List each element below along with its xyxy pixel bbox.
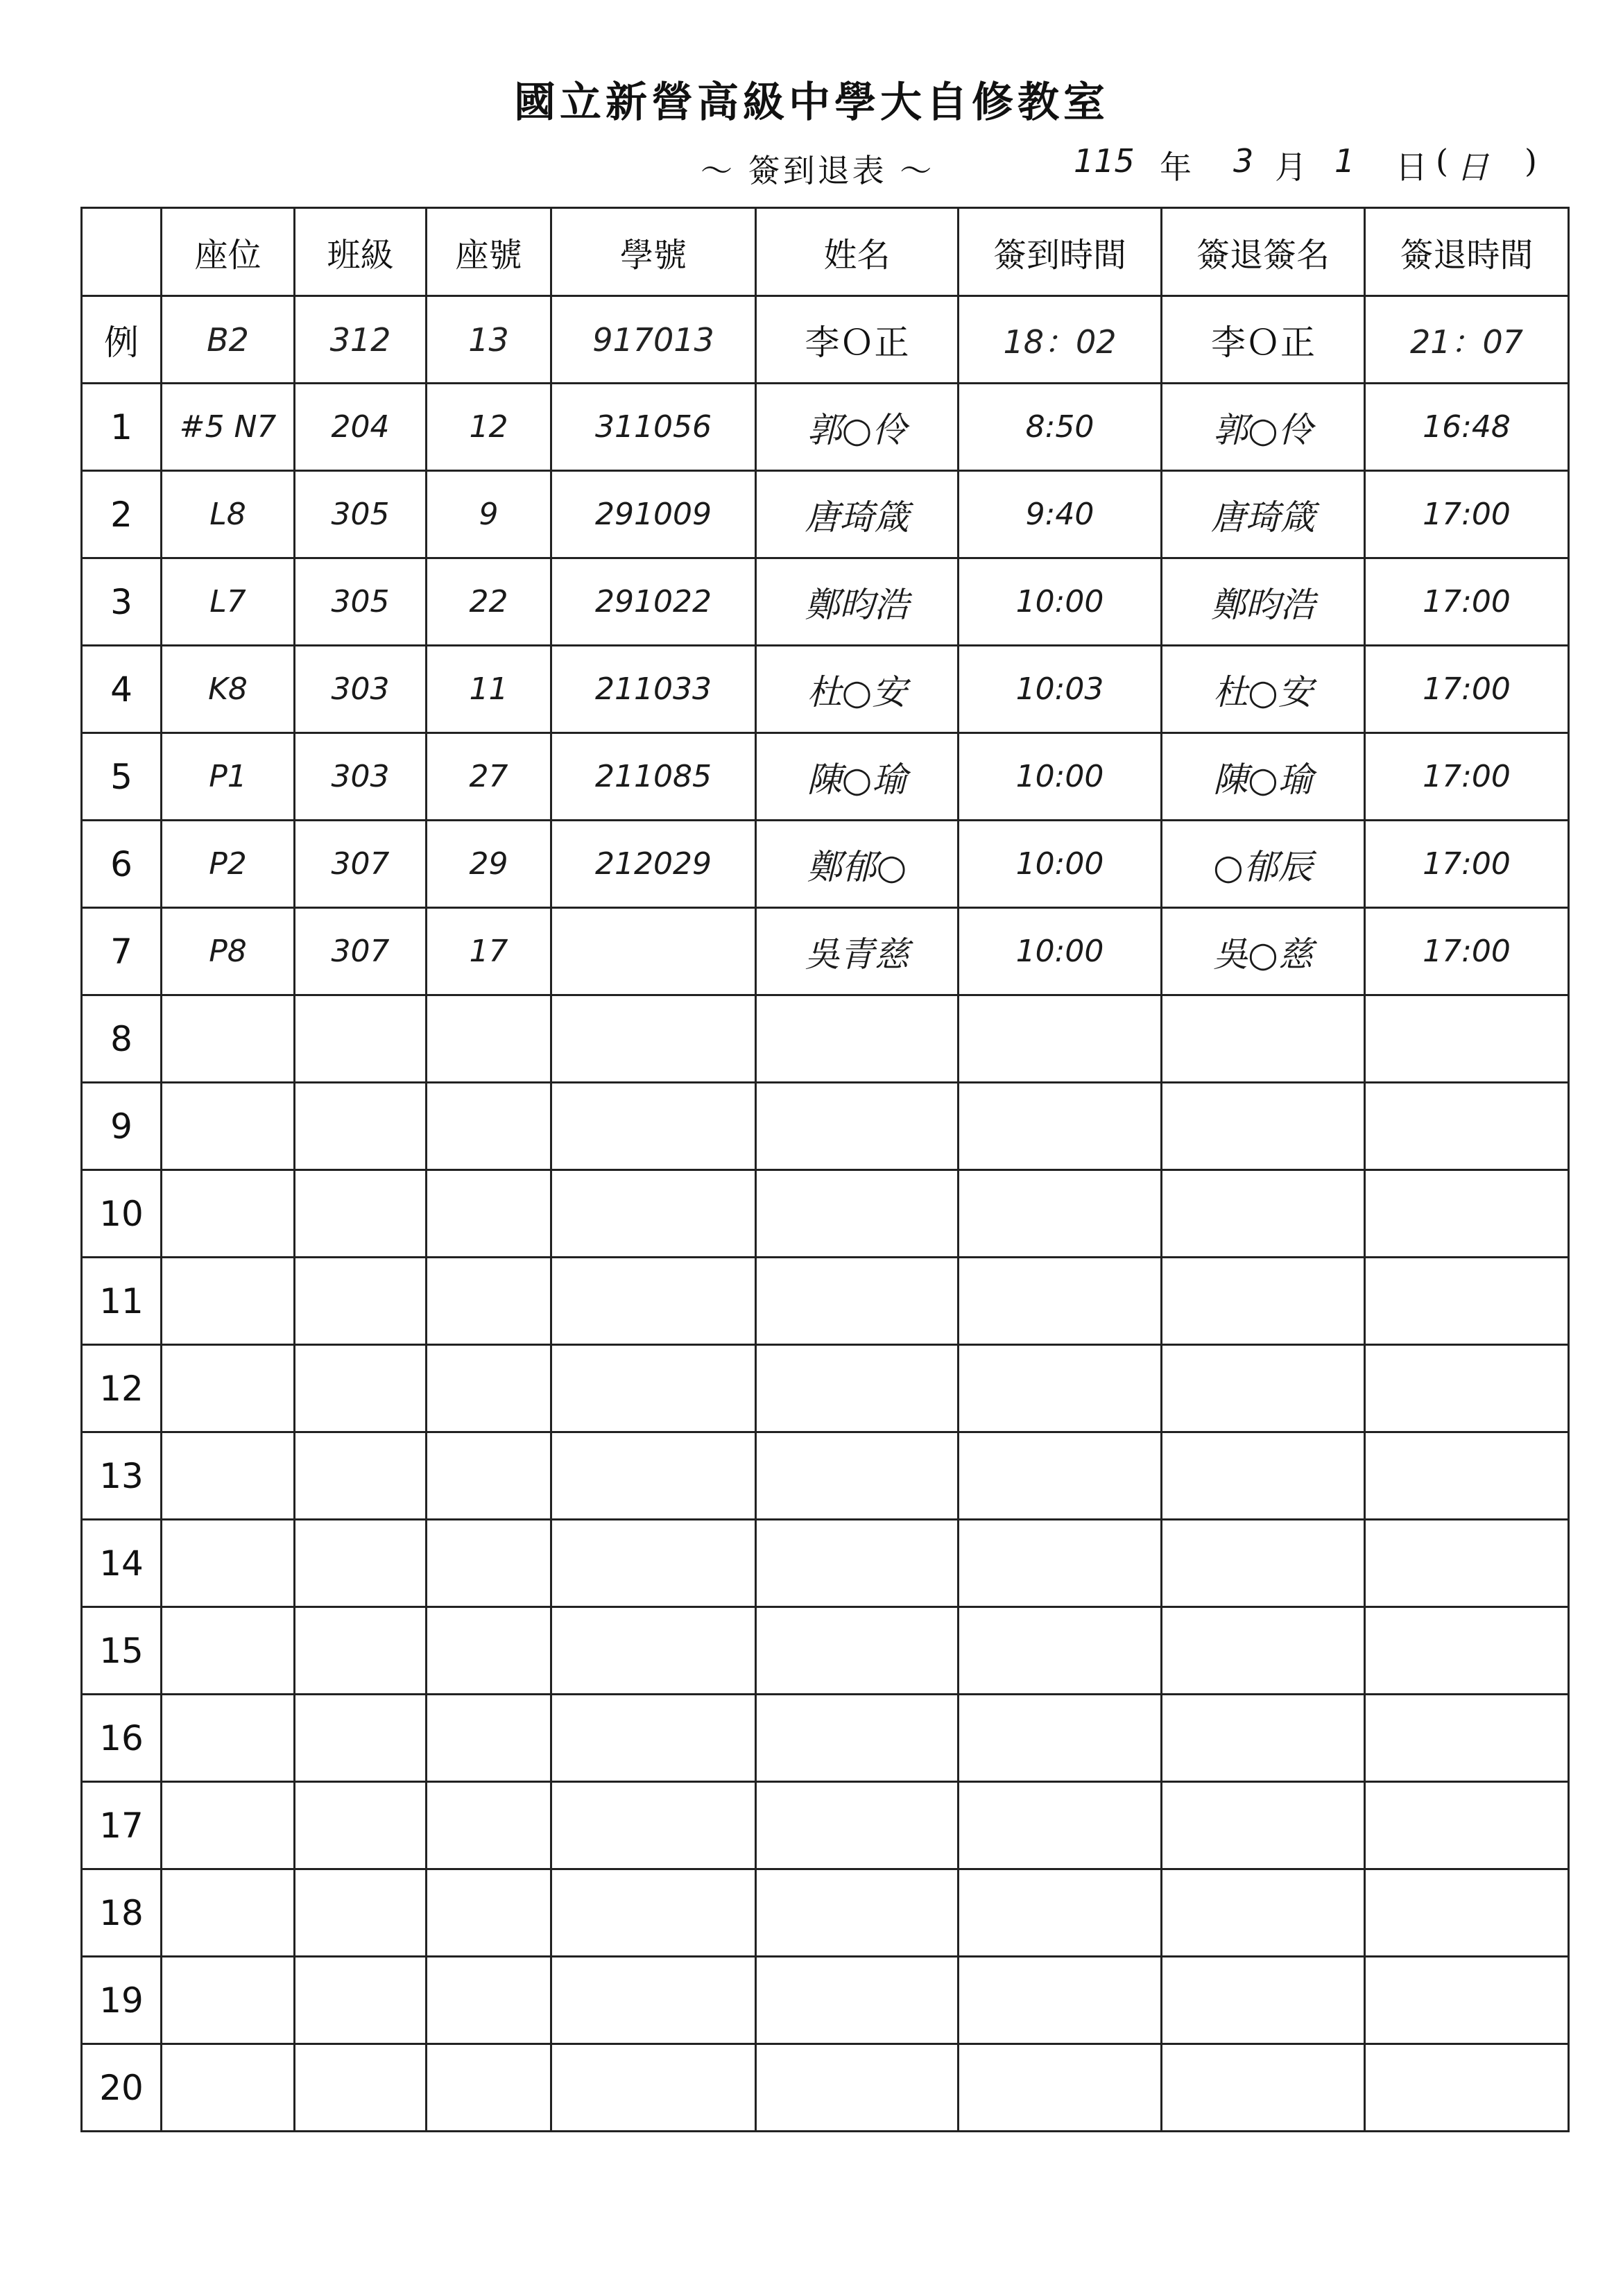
class-cell: 305 [295, 471, 427, 558]
example-out-time: 21：07 [1365, 296, 1569, 384]
out-time-cell [1365, 1869, 1569, 1957]
out-sign-cell [1162, 1345, 1365, 1432]
out-time-cell [1365, 1083, 1569, 1170]
seat-cell: #5 N7 [162, 384, 295, 471]
col-header-in-time: 簽到時間 [959, 208, 1162, 296]
seat-cell [162, 1520, 295, 1607]
out-time-cell: 17:00 [1365, 908, 1569, 995]
example-out-sign: 李Ｏ正 [1162, 296, 1365, 384]
col-header-seat: 座位 [162, 208, 295, 296]
out-time-cell [1365, 2044, 1569, 2132]
table-row [82, 1170, 1569, 1258]
name-cell: 吳青慈 [756, 908, 959, 995]
name-cell [756, 1520, 959, 1607]
table-row [82, 471, 1569, 558]
student-id-cell [551, 1083, 756, 1170]
in-time-cell [959, 1083, 1162, 1170]
name-cell [756, 1695, 959, 1782]
out-sign-cell: 陳○瑜 [1162, 733, 1365, 821]
number-cell [427, 1869, 551, 1957]
seat-cell [162, 1258, 295, 1345]
class-cell [295, 1520, 427, 1607]
in-time-cell [959, 1869, 1162, 1957]
class-cell [295, 1170, 427, 1258]
number-cell [427, 1957, 551, 2044]
out-sign-cell [1162, 1083, 1365, 1170]
student-id-cell [551, 1957, 756, 2044]
in-time-cell [959, 1957, 1162, 2044]
seat-cell: P8 [162, 908, 295, 995]
out-time-cell [1365, 1695, 1569, 1782]
row-index: 19 [82, 1957, 162, 2044]
student-id-cell [551, 1258, 756, 1345]
class-cell: 305 [295, 558, 427, 646]
class-cell [295, 1782, 427, 1869]
number-cell: 9 [427, 471, 551, 558]
seat-cell [162, 1695, 295, 1782]
table-row [82, 1782, 1569, 1869]
seat-cell: K8 [162, 646, 295, 733]
seat-cell: L7 [162, 558, 295, 646]
out-sign-cell [1162, 1258, 1365, 1345]
class-cell: 204 [295, 384, 427, 471]
class-cell: 307 [295, 821, 427, 908]
table-row [82, 1345, 1569, 1432]
table-row [82, 821, 1569, 908]
table-row [82, 1957, 1569, 2044]
out-sign-cell: 鄭昀浩 [1162, 558, 1365, 646]
form-subtitle: ～ 簽到退表 ～ [701, 152, 935, 189]
table-row [82, 908, 1569, 995]
col-header-number: 座號 [427, 208, 551, 296]
name-cell: 杜○安 [756, 646, 959, 733]
student-id-cell [551, 1869, 756, 1957]
name-cell: 陳○瑜 [756, 733, 959, 821]
out-time-cell: 17:00 [1365, 733, 1569, 821]
in-time-cell: 10:00 [959, 558, 1162, 646]
in-time-cell [959, 2044, 1162, 2132]
class-cell [295, 1345, 427, 1432]
class-cell [295, 1258, 427, 1345]
example-seat: B2 [162, 296, 295, 384]
name-cell: 郭○伶 [756, 384, 959, 471]
name-cell [756, 1432, 959, 1520]
table-row [82, 1083, 1569, 1170]
row-index: 13 [82, 1432, 162, 1520]
student-id-cell: 291022 [551, 558, 756, 646]
out-time-cell: 17:00 [1365, 821, 1569, 908]
row-index: 4 [82, 646, 162, 733]
class-cell [295, 1695, 427, 1782]
example-row [82, 296, 1569, 384]
name-cell: 唐琦箴 [756, 471, 959, 558]
table-row [82, 733, 1569, 821]
number-cell: 17 [427, 908, 551, 995]
name-cell [756, 1170, 959, 1258]
seat-cell [162, 995, 295, 1083]
table-row [82, 384, 1569, 471]
row-index: 11 [82, 1258, 162, 1345]
example-number: 13 [427, 296, 551, 384]
out-sign-cell: 杜○安 [1162, 646, 1365, 733]
out-time-cell [1365, 1345, 1569, 1432]
date-weekday: 日 [1457, 148, 1488, 186]
in-time-cell [959, 1782, 1162, 1869]
out-sign-cell: ○郁辰 [1162, 821, 1365, 908]
name-cell [756, 1345, 959, 1432]
number-cell: 29 [427, 821, 551, 908]
number-cell [427, 1083, 551, 1170]
number-cell [427, 1345, 551, 1432]
number-cell [427, 1432, 551, 1520]
row-index: 20 [82, 2044, 162, 2132]
row-index: 8 [82, 995, 162, 1083]
row-index: 17 [82, 1782, 162, 1869]
student-id-cell: 212029 [551, 821, 756, 908]
student-id-cell: 291009 [551, 471, 756, 558]
row-index: 16 [82, 1695, 162, 1782]
in-time-cell [959, 995, 1162, 1083]
row-index: 14 [82, 1520, 162, 1607]
class-cell [295, 2044, 427, 2132]
student-id-cell: 311056 [551, 384, 756, 471]
class-cell: 307 [295, 908, 427, 995]
row-index: 2 [82, 471, 162, 558]
example-name: 李Ｏ正 [756, 296, 959, 384]
in-time-cell: 10:00 [959, 821, 1162, 908]
out-time-cell: 17:00 [1365, 646, 1569, 733]
name-cell [756, 995, 959, 1083]
student-id-cell [551, 1432, 756, 1520]
class-cell [295, 1432, 427, 1520]
out-sign-cell [1162, 1432, 1365, 1520]
in-time-cell [959, 1345, 1162, 1432]
seat-cell [162, 1957, 295, 2044]
date-weekday-open: ( [1436, 142, 1448, 180]
seat-cell [162, 2044, 295, 2132]
student-id-cell [551, 995, 756, 1083]
seat-cell [162, 1345, 295, 1432]
in-time-cell [959, 1432, 1162, 1520]
col-header-out-sign: 簽退簽名 [1162, 208, 1365, 296]
header-row [82, 208, 1569, 296]
table-row [82, 1869, 1569, 1957]
in-time-cell [959, 1695, 1162, 1782]
example-in-time: 18：02 [959, 296, 1162, 384]
seat-cell [162, 1083, 295, 1170]
number-cell: 12 [427, 384, 551, 471]
seat-cell: P2 [162, 821, 295, 908]
col-header-class: 班級 [295, 208, 427, 296]
out-time-cell: 17:00 [1365, 471, 1569, 558]
table-row [82, 1258, 1569, 1345]
in-time-cell: 10:00 [959, 908, 1162, 995]
row-index: 10 [82, 1170, 162, 1258]
out-time-cell [1365, 1607, 1569, 1695]
table-row [82, 1695, 1569, 1782]
sign-in-out-table [80, 207, 1570, 2132]
student-id-cell: 211085 [551, 733, 756, 821]
out-sign-cell [1162, 1607, 1365, 1695]
out-sign-cell: 唐琦箴 [1162, 471, 1365, 558]
student-id-cell [551, 1170, 756, 1258]
date-year-label: 年 [1160, 148, 1192, 186]
number-cell [427, 1695, 551, 1782]
page-title: 國立新營高級中學大自修教室 [514, 78, 1109, 127]
col-header-index [82, 208, 162, 296]
row-index: 3 [82, 558, 162, 646]
seat-cell [162, 1170, 295, 1258]
example-label: 例 [82, 296, 162, 384]
number-cell [427, 2044, 551, 2132]
in-time-cell [959, 1170, 1162, 1258]
in-time-cell: 8:50 [959, 384, 1162, 471]
number-cell [427, 1258, 551, 1345]
out-time-cell [1365, 1432, 1569, 1520]
out-time-cell: 17:00 [1365, 558, 1569, 646]
date-day-label: 日 [1396, 148, 1427, 186]
out-sign-cell [1162, 2044, 1365, 2132]
out-sign-cell: 吳○慈 [1162, 908, 1365, 995]
number-cell [427, 1782, 551, 1869]
col-header-name: 姓名 [756, 208, 959, 296]
number-cell: 27 [427, 733, 551, 821]
seat-cell [162, 1782, 295, 1869]
table-row [82, 1520, 1569, 1607]
student-id-cell: 211033 [551, 646, 756, 733]
table-row [82, 1432, 1569, 1520]
date-year: 115 [1074, 142, 1135, 180]
row-index: 12 [82, 1345, 162, 1432]
out-time-cell [1365, 1782, 1569, 1869]
name-cell [756, 1782, 959, 1869]
number-cell [427, 995, 551, 1083]
class-cell [295, 1607, 427, 1695]
name-cell [756, 2044, 959, 2132]
out-sign-cell [1162, 1782, 1365, 1869]
out-sign-cell [1162, 1520, 1365, 1607]
seat-cell [162, 1607, 295, 1695]
col-header-student-id: 學號 [551, 208, 756, 296]
out-time-cell [1365, 1170, 1569, 1258]
number-cell [427, 1170, 551, 1258]
table-row [82, 646, 1569, 733]
student-id-cell [551, 1345, 756, 1432]
row-index: 5 [82, 733, 162, 821]
row-index: 9 [82, 1083, 162, 1170]
student-id-cell [551, 2044, 756, 2132]
class-cell: 303 [295, 646, 427, 733]
out-sign-cell [1162, 1695, 1365, 1782]
example-class: 312 [295, 296, 427, 384]
table-row [82, 558, 1569, 646]
in-time-cell: 10:03 [959, 646, 1162, 733]
number-cell [427, 1520, 551, 1607]
out-time-cell [1365, 1957, 1569, 2044]
out-time-cell: 16:48 [1365, 384, 1569, 471]
class-cell [295, 995, 427, 1083]
class-cell [295, 1083, 427, 1170]
number-cell: 11 [427, 646, 551, 733]
row-index: 7 [82, 908, 162, 995]
name-cell [756, 1258, 959, 1345]
row-index: 1 [82, 384, 162, 471]
date-month: 3 [1233, 142, 1254, 180]
row-index: 15 [82, 1607, 162, 1695]
name-cell [756, 1869, 959, 1957]
class-cell: 303 [295, 733, 427, 821]
student-id-cell [551, 1607, 756, 1695]
out-time-cell [1365, 1258, 1569, 1345]
row-index: 6 [82, 821, 162, 908]
out-sign-cell: 郭○伶 [1162, 384, 1365, 471]
name-cell: 鄭郁○ [756, 821, 959, 908]
student-id-cell [551, 908, 756, 995]
date-month-label: 月 [1275, 148, 1307, 186]
name-cell [756, 1607, 959, 1695]
in-time-cell [959, 1258, 1162, 1345]
row-index: 18 [82, 1869, 162, 1957]
student-id-cell [551, 1520, 756, 1607]
seat-cell [162, 1432, 295, 1520]
seat-cell [162, 1869, 295, 1957]
in-time-cell: 10:00 [959, 733, 1162, 821]
out-sign-cell [1162, 1957, 1365, 2044]
example-student-id: 917013 [551, 296, 756, 384]
in-time-cell: 9:40 [959, 471, 1162, 558]
student-id-cell [551, 1782, 756, 1869]
in-time-cell [959, 1607, 1162, 1695]
student-id-cell [551, 1695, 756, 1782]
table-row [82, 2044, 1569, 2132]
name-cell: 鄭昀浩 [756, 558, 959, 646]
out-sign-cell [1162, 995, 1365, 1083]
name-cell [756, 1083, 959, 1170]
out-sign-cell [1162, 1170, 1365, 1258]
out-sign-cell [1162, 1869, 1365, 1957]
number-cell [427, 1607, 551, 1695]
out-time-cell [1365, 1520, 1569, 1607]
seat-cell: L8 [162, 471, 295, 558]
number-cell: 22 [427, 558, 551, 646]
table-row [82, 995, 1569, 1083]
in-time-cell [959, 1520, 1162, 1607]
date-weekday-close: ) [1525, 142, 1537, 180]
date-day: 1 [1334, 142, 1355, 180]
seat-cell: P1 [162, 733, 295, 821]
name-cell [756, 1957, 959, 2044]
out-time-cell [1365, 995, 1569, 1083]
class-cell [295, 1957, 427, 2044]
class-cell [295, 1869, 427, 1957]
col-header-out-time: 簽退時間 [1365, 208, 1569, 296]
table-row [82, 1607, 1569, 1695]
